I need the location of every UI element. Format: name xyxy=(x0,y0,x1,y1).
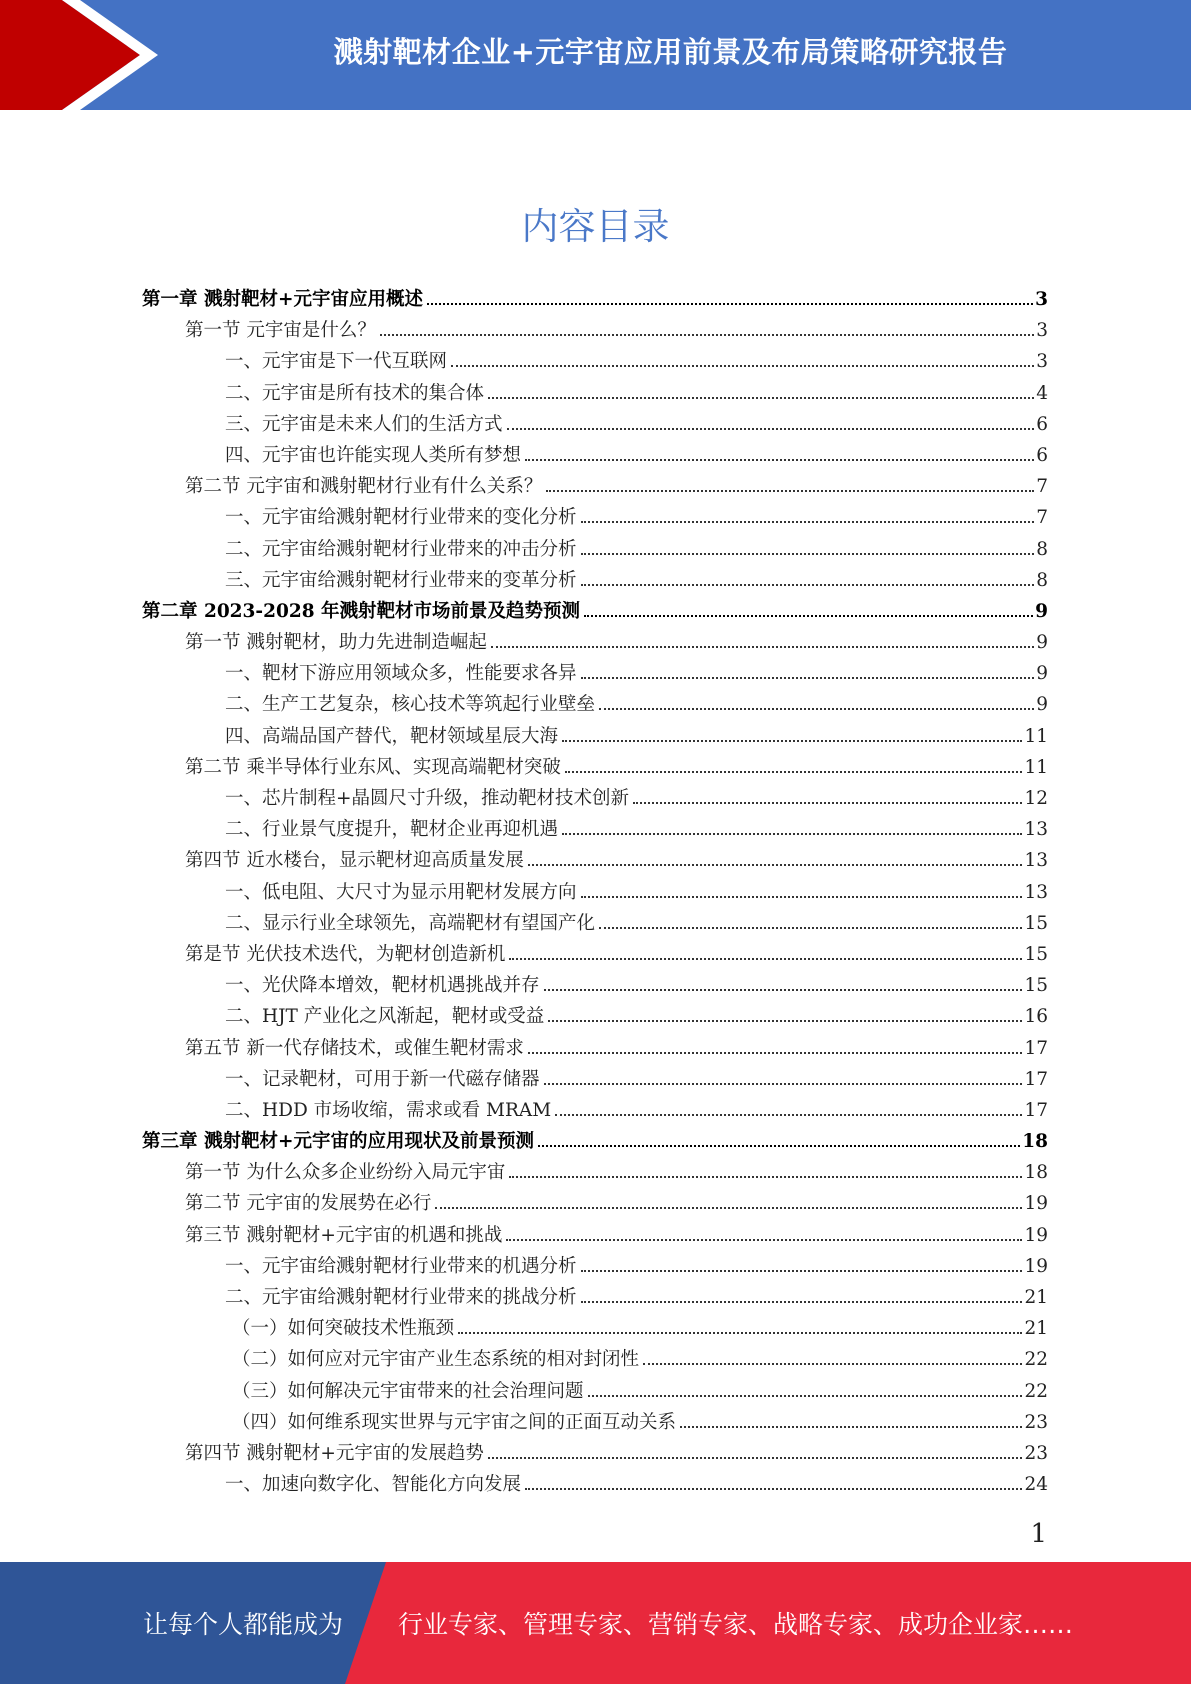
toc-entry[interactable] xyxy=(142,1127,1048,1158)
toc-entry-page: 12 xyxy=(1024,788,1048,809)
toc-entry-label: 二、元宇宙给溅射靶材行业带来的挑战分析 xyxy=(225,1287,577,1308)
toc-entry-label: 第一节 溅射靶材，助力先进制造崛起 xyxy=(185,632,487,654)
toc-entry-label: 一、记录靶材，可用于新一代磁存储器 xyxy=(225,1068,540,1090)
toc-entry-label: 四、高端品国产替代，靶材领域星辰大海 xyxy=(225,725,559,747)
toc-entry[interactable] xyxy=(142,1439,1048,1470)
toc-entry[interactable] xyxy=(142,690,1048,721)
header-banner xyxy=(0,0,1191,110)
toc-dot-leader xyxy=(488,397,1034,399)
toc-entry-label: 第四节 近水楼台，显示靶材迎高质量发展 xyxy=(185,850,524,872)
toc-entry[interactable] xyxy=(142,535,1048,566)
toc-entry-page: 4 xyxy=(1036,382,1048,404)
toc-dot-leader xyxy=(565,771,1023,773)
toc-entry-page: 19 xyxy=(1024,1255,1048,1277)
toc-entry[interactable] xyxy=(142,285,1048,316)
toc-entry[interactable] xyxy=(142,503,1048,534)
toc-entry[interactable] xyxy=(142,1034,1048,1065)
toc-entry-page: 13 xyxy=(1024,850,1048,872)
toc-entry-page: 7 xyxy=(1036,476,1048,498)
toc-entry[interactable] xyxy=(142,1345,1048,1376)
toc-entry-page: 15 xyxy=(1024,943,1048,965)
toc-entry-page: 22 xyxy=(1024,1349,1048,1371)
toc-entry-label: 二、元宇宙给溅射靶材行业带来的冲击分析 xyxy=(225,538,577,560)
toc-dot-leader xyxy=(584,615,1033,617)
toc-entry-page: 21 xyxy=(1024,1318,1048,1340)
toc-entry-page: 16 xyxy=(1024,1006,1048,1028)
toc-entry[interactable] xyxy=(142,1189,1048,1220)
toc-entry[interactable] xyxy=(142,410,1048,441)
toc-entry-label: 二、HDD 市场收缩，需求或看 MRAM xyxy=(225,1099,552,1121)
toc-entry[interactable] xyxy=(142,566,1048,597)
toc-entry-page: 17 xyxy=(1024,1068,1048,1090)
toc-dot-leader xyxy=(581,584,1035,586)
toc-entry[interactable] xyxy=(142,722,1048,753)
toc-entry-page: 6 xyxy=(1036,444,1048,466)
toc-dot-leader xyxy=(488,1457,1023,1459)
toc-entry-page: 24 xyxy=(1024,1474,1048,1496)
toc-entry-label: 一、低电阻、大尺寸为显示用靶材发展方向 xyxy=(225,881,577,903)
toc-entry-page: 17 xyxy=(1024,1099,1048,1121)
toc-entry-page: 23 xyxy=(1024,1411,1048,1433)
toc-entry-page: 23 xyxy=(1024,1442,1048,1464)
toc-dot-leader xyxy=(509,958,1022,960)
toc-entry[interactable] xyxy=(142,472,1048,503)
toc-entry-page: 19 xyxy=(1024,1193,1048,1215)
toc-entry-label: （四）如何维系现实世界与元宇宙之间的正面互动关系 xyxy=(232,1411,677,1433)
toc-entry-page: 9 xyxy=(1036,694,1048,716)
toc-entry-page: 18 xyxy=(1022,1131,1048,1153)
toc-dot-leader xyxy=(427,303,1033,305)
toc-entry-label: 二、行业景气度提升，靶材企业再迎机遇 xyxy=(225,819,559,841)
toc-entry-label: 四、元宇宙也许能实现人类所有梦想 xyxy=(225,444,522,466)
toc-entry-label: 一、元宇宙给溅射靶材行业带来的变化分析 xyxy=(225,507,577,529)
toc-entry-page: 17 xyxy=(1024,1037,1048,1059)
toc-entry-label: （三）如何解决元宇宙带来的社会治理问题 xyxy=(232,1380,584,1402)
toc-dot-leader xyxy=(581,677,1035,679)
toc-entry[interactable] xyxy=(142,628,1048,659)
footer-slogan-right: 行业专家、管理专家、营销专家、战略专家、成功企业家…… xyxy=(398,1610,1074,1639)
toc-entry[interactable] xyxy=(142,909,1048,940)
toc-entry-label: 三、元宇宙给溅射靶材行业带来的变革分析 xyxy=(225,569,577,591)
toc-entry[interactable] xyxy=(142,659,1048,690)
toc-entry-label: 第二节 元宇宙和溅射靶材行业有什么关系？ xyxy=(185,476,543,498)
toc-entry-page: 9 xyxy=(1036,632,1048,654)
toc-entry[interactable] xyxy=(142,1470,1048,1501)
footer-banner xyxy=(0,1562,1191,1684)
toc-entry-label: 第二节 乘半导体行业东风、实现高端靶材突破 xyxy=(185,756,561,778)
toc-dot-leader xyxy=(581,896,1023,898)
toc-entry[interactable] xyxy=(142,379,1048,410)
footer-slogan-left: 让每个人都能成为 xyxy=(143,1610,344,1639)
toc-entry-label: 第二章 2023-2028 年溅射靶材市场前景及趋势预测 xyxy=(142,600,581,622)
toc-entry-label: 二、HJT 产业化之风渐起，靶材或受益 xyxy=(225,1006,545,1028)
toc-entry[interactable] xyxy=(142,1096,1048,1127)
toc-entry-page: 3 xyxy=(1036,320,1048,342)
toc-entry-label: 一、光伏降本增效，靶材机遇挑战并存 xyxy=(225,975,540,997)
toc-dot-leader xyxy=(380,334,1034,336)
toc-entry[interactable] xyxy=(142,1158,1048,1189)
toc-dot-leader xyxy=(562,740,1022,742)
toc-dot-leader xyxy=(588,1395,1023,1397)
toc-entry-label: 第二节 元宇宙的发展势在必行 xyxy=(185,1193,432,1215)
toc-entry-label: （一）如何突破技术性瓶颈 xyxy=(232,1318,455,1340)
page-number: 1 xyxy=(1030,1519,1047,1549)
toc-entry-page: 13 xyxy=(1024,881,1048,903)
table-of-contents xyxy=(142,285,1048,1501)
toc-dot-leader xyxy=(544,989,1023,991)
toc-entry[interactable] xyxy=(142,1065,1048,1096)
toc-dot-leader xyxy=(458,1332,1022,1334)
toc-entry-page: 8 xyxy=(1036,569,1048,591)
toc-dot-leader xyxy=(599,708,1034,710)
toc-entry[interactable] xyxy=(142,1283,1048,1314)
toc-entry[interactable] xyxy=(142,878,1048,909)
toc-entry-label: 二、元宇宙是所有技术的集合体 xyxy=(225,382,485,404)
toc-dot-leader xyxy=(546,490,1034,492)
toc-entry[interactable] xyxy=(142,940,1048,971)
toc-entry[interactable] xyxy=(142,347,1048,378)
toc-entry-label: 一、加速向数字化、智能化方向发展 xyxy=(225,1474,522,1496)
toc-entry-label: 第一节 为什么众多企业纷纷入局元宇宙 xyxy=(185,1162,506,1184)
toc-entry[interactable] xyxy=(142,1408,1048,1439)
toc-entry-label: 第三节 溅射靶材+元宇宙的机遇和挑战 xyxy=(185,1224,503,1246)
toc-dot-leader xyxy=(581,553,1035,555)
toc-entry-label: 第一节 元宇宙是什么？ xyxy=(185,320,376,342)
toc-entry-label: 二、生产工艺复杂，核心技术等筑起行业壁垒 xyxy=(225,694,596,716)
toc-dot-leader xyxy=(509,1176,1022,1178)
toc-entry[interactable] xyxy=(142,441,1048,472)
toc-dot-leader xyxy=(435,1207,1022,1209)
toc-entry[interactable] xyxy=(142,753,1048,784)
toc-dot-leader xyxy=(581,1270,1023,1272)
toc-dot-leader xyxy=(680,1426,1022,1428)
toc-entry-page: 9 xyxy=(1035,600,1048,622)
toc-entry[interactable] xyxy=(142,597,1048,628)
toc-entry-label: 三、元宇宙是未来人们的生活方式 xyxy=(225,413,503,435)
toc-entry-label: 第五节 新一代存储技术，或催生靶材需求 xyxy=(185,1037,524,1059)
toc-entry-page: 18 xyxy=(1024,1162,1048,1184)
toc-entry-label: 第是节 光伏技术迭代，为靶材创造新机 xyxy=(185,943,506,965)
toc-dot-leader xyxy=(548,1020,1022,1022)
toc-entry[interactable] xyxy=(142,1221,1048,1252)
toc-entry[interactable] xyxy=(142,784,1048,815)
toc-entry-label: 一、元宇宙给溅射靶材行业带来的机遇分析 xyxy=(225,1255,577,1277)
toc-entry[interactable] xyxy=(142,815,1048,846)
toc-dot-leader xyxy=(643,1363,1022,1365)
toc-entry-label: 第四节 溅射靶材+元宇宙的发展趋势 xyxy=(185,1442,484,1464)
chevron-arrow-icon xyxy=(0,0,160,110)
toc-entry-page: 7 xyxy=(1036,507,1048,529)
toc-entry-page: 11 xyxy=(1024,725,1048,747)
toc-entry-page: 6 xyxy=(1036,413,1048,435)
toc-entry-page: 19 xyxy=(1024,1224,1048,1246)
toc-entry-page: 15 xyxy=(1024,975,1048,997)
toc-entry-page: 15 xyxy=(1024,912,1048,934)
toc-entry-page: 22 xyxy=(1024,1380,1048,1402)
toc-entry-label: 二、显示行业全球领先，高端靶材有望国产化 xyxy=(225,912,596,934)
toc-dot-leader xyxy=(581,1301,1023,1303)
toc-entry[interactable] xyxy=(142,1252,1048,1283)
toc-dot-leader xyxy=(562,833,1022,835)
toc-entry[interactable] xyxy=(142,1314,1048,1345)
toc-entry-page: 13 xyxy=(1024,819,1048,841)
toc-title: 内容目录 xyxy=(521,205,670,248)
toc-entry[interactable] xyxy=(142,846,1048,877)
toc-entry-label: （二）如何应对元宇宙产业生态系统的相对封闭性 xyxy=(232,1349,640,1371)
toc-entry-page: 21 xyxy=(1024,1287,1048,1308)
toc-entry[interactable] xyxy=(142,971,1048,1002)
toc-entry-page: 8 xyxy=(1036,538,1048,560)
toc-dot-leader xyxy=(544,1083,1023,1085)
toc-entry-label: 一、靶材下游应用领域众多，性能要求各异 xyxy=(225,663,577,685)
toc-dot-leader xyxy=(491,646,1034,648)
toc-entry-label: 第三章 溅射靶材+元宇宙的应用现状及前景预测 xyxy=(142,1131,534,1153)
report-title: 溅射靶材企业+元宇宙应用前景及布局策略研究报告 xyxy=(333,34,1008,69)
toc-entry-page: 9 xyxy=(1036,663,1048,685)
toc-entry-page: 3 xyxy=(1036,351,1048,373)
toc-dot-leader xyxy=(581,521,1035,523)
toc-dot-leader xyxy=(599,927,1022,929)
toc-entry[interactable] xyxy=(142,1377,1048,1408)
toc-dot-leader xyxy=(525,1488,1022,1490)
toc-entry[interactable] xyxy=(142,316,1048,347)
toc-dot-leader xyxy=(528,864,1023,866)
toc-dot-leader xyxy=(507,428,1035,430)
toc-dot-leader xyxy=(528,1052,1023,1054)
toc-dot-leader xyxy=(633,802,1022,804)
toc-entry-label: 第一章 溅射靶材+元宇宙应用概述 xyxy=(142,289,423,310)
toc-dot-leader xyxy=(506,1239,1022,1241)
toc-entry-page: 11 xyxy=(1024,756,1048,778)
toc-entry-page: 3 xyxy=(1035,289,1048,310)
toc-dot-leader xyxy=(555,1114,1022,1116)
toc-dot-leader xyxy=(451,365,1034,367)
toc-dot-leader xyxy=(525,459,1034,461)
toc-dot-leader xyxy=(538,1145,1020,1147)
toc-entry[interactable] xyxy=(142,1002,1048,1033)
toc-entry-label: 一、元宇宙是下一代互联网 xyxy=(225,351,448,373)
toc-entry-label: 一、芯片制程+晶圆尺寸升级，推动靶材技术创新 xyxy=(225,788,630,809)
